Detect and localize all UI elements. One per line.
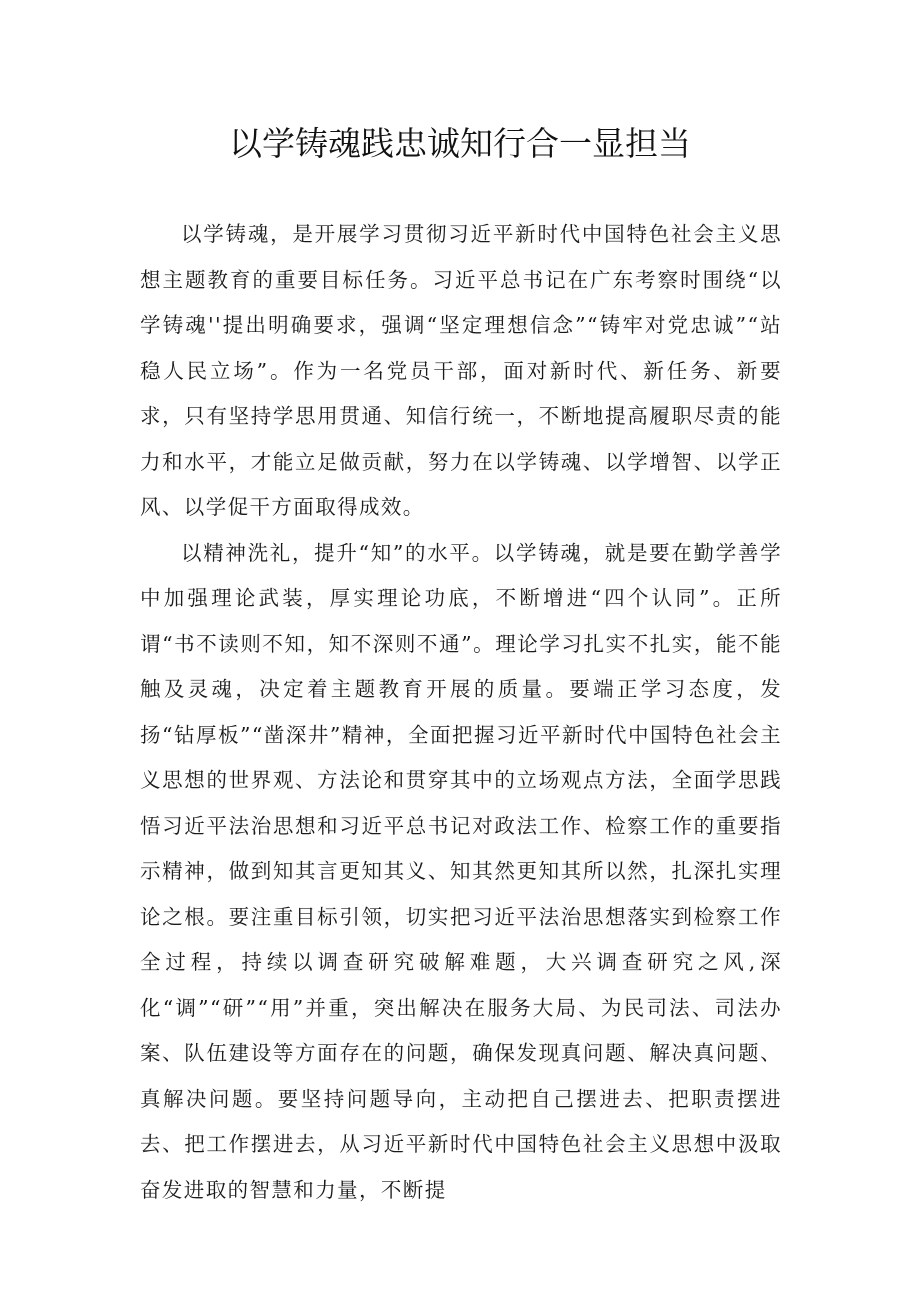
document-title: 以学铸魂践忠诚知行合一显担当	[229, 124, 691, 163]
paragraph-spiritual-baptism: 以精神洗礼，提升“知”的水平。以学铸魂，就是要在勤学善学中加强理论武装，厚实理论功底，不断增进“四个认同”。正所谓“书不读则不知，知不深则不通”。理论学习扎实不扎实，能不能触及灵魂，决定着主题教育开展的质量。要端正学习态度，发扬“钻厚板”“凿深井”精神，全面把握习近平新时代中国特色社会主义思想的世界观、方法论和贯穿其中的立场观点方法，全面学思践悟习近平法治思想和习近平总书记对政法工作、检察工作的重要指示精神，做到知其言更知其义、知其然更知其所以然，扎深扎实理论之根。要注重目标引领，切实把习近平法治思想落实到检察工作全过程，持续以调查研究破解难题，大兴调查研究之风,深化“调”“研”“用”并重，突出解决在服务大局、为民司法、司法办案、队伍建设等方面存在的问题，确保发现真问题、解决真问题、真解决问题。要坚持问题导向，主动把自己摆进去、把职责摆进去、把工作摆进去，从习近平新时代中国特色社会主义思想中汲取奋发进取的智慧和力量，不断提	[140, 540, 782, 1202]
document-body	[140, 212, 782, 1213]
paragraph-intro: 以学铸魂，是开展学习贯彻习近平新时代中国特色社会主义思想主题教育的重要目标任务。习近平总书记在广东考察时围绕“以学铸魂''提出明确要求，强调“坚定理想信念”“铸牢对党忠诚”“站稳人民立场”。作为一名党员干部，面对新时代、新任务、新要求，只有坚持学思用贯通、知信行统一，不断地提高履职尽责的能力和水平，才能立足做贡献，努力在以学铸魂、以学增智、以学正风、以学促干方面取得成效。	[140, 222, 782, 519]
